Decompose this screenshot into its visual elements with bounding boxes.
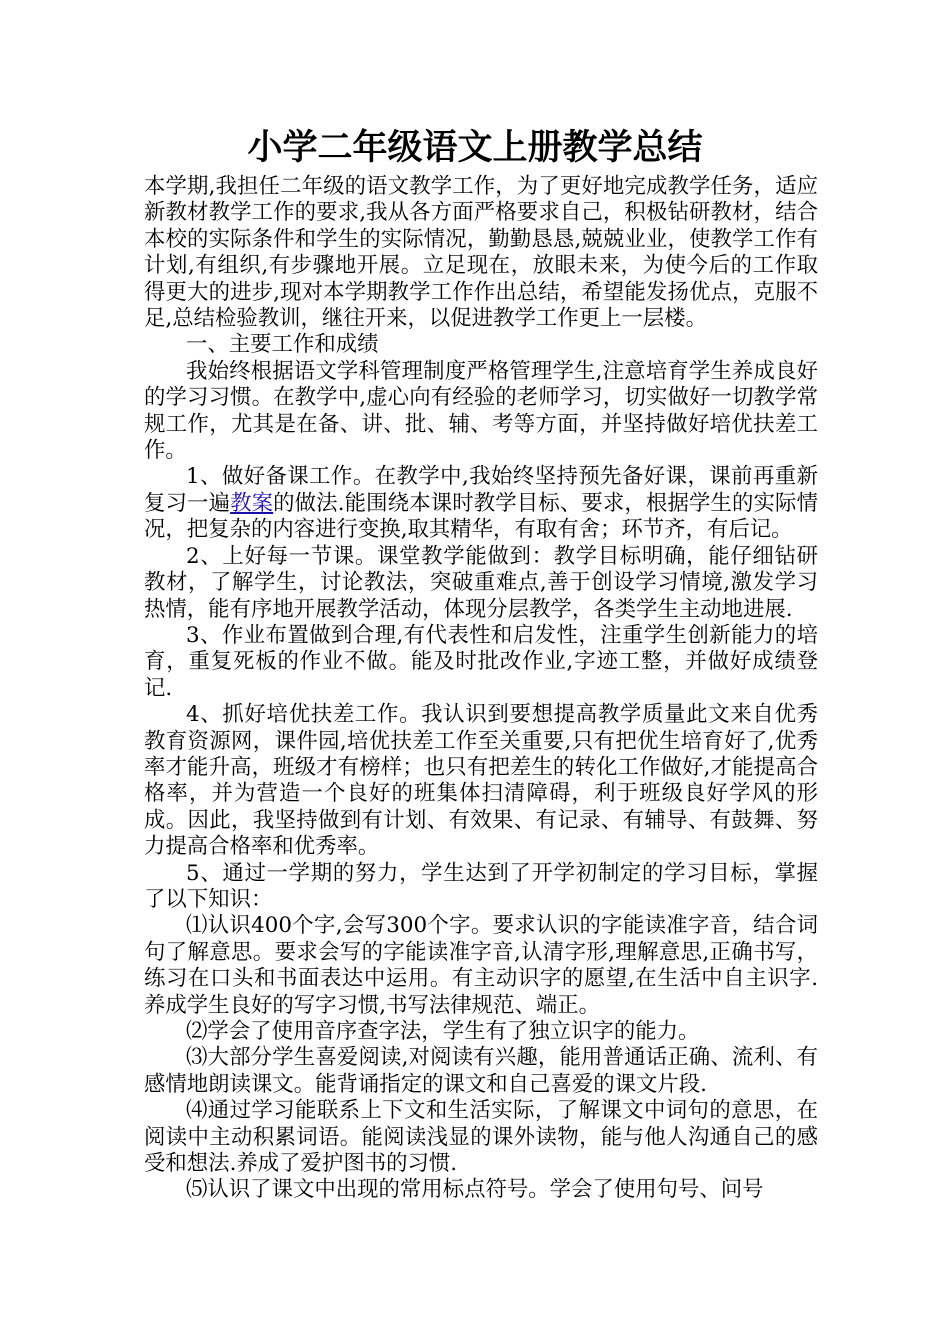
sub-item-1: ⑴认识400个字,会写300个字。要求认识的字能读准字音，结合词句了解意思。要求会写的字能读准字音,认清字形,理解意思,正确书写，练习在口头和书面表达中运用。有主动识字的愿望,在生活中自主识字.养成学生良好的写字习惯,书写法律规范、端正。: [144, 913, 818, 1018]
document-body: [144, 174, 818, 1204]
sub-item-5: ⑸认识了课文中出现的常用标点符号。学会了使用句号、问号: [186, 1177, 764, 1203]
item-1-text-after: 的做法.能围绕本课时教学目标、要求，根据学生的实际情况，把复杂的内容进行变换,取其精华，有取有舍；环节齐，有后记。: [144, 490, 818, 543]
item-1-text-before: 1、做好备课工作。在教学中,我始终坚持预先备好课，课前再重新复习一遍: [144, 464, 818, 516]
item-2-paragraph: 2、上好每一节课。课堂教学能做到：教学目标明确，能仔细钻研教材，了解学生，讨论教法，突破重难点,善于创设学习情境,激发学习热情，能有序地开展教学活动，体现分层教学，各类学生主动地进展.: [144, 543, 818, 622]
document-title: 小学二年级语文上册教学总结: [247, 127, 703, 168]
section-heading: 一、主要工作和成绩: [186, 332, 379, 358]
item-4-paragraph: 4、抓好培优扶差工作。我认识到要想提高教学质量此文来自优秀教育资源网，课件园,培优扶差工作至关重要,只有把优生培育好了,优秀率才能升高，班级才有榜样；也只有把差生的转化工作做好,才能提高合格率，并为营造一个良好的班集体扫清障碍，利于班级良好学风的形成。因此，我坚持做到有计划、有效果、有记录、有辅导、有鼓舞、努力提高合格率和优秀率。: [144, 702, 818, 860]
main-paragraph: 我始终根据语文学科管理制度严格管理学生,注意培育学生养成良好的学习习惯。在教学中,虚心向有经验的老师学习，切实做好一切教学常规工作，尤其是在备、讲、批、辅、考等方面，并坚持做好培优扶差工作。: [144, 358, 818, 464]
sub-item-4: ⑷通过学习能联系上下文和生活实际，了解课文中词句的意思，在阅读中主动积累词语。能阅读浅显的课外读物，能与他人沟通自己的感受和想法.养成了爱护图书的习惯.: [144, 1098, 818, 1177]
item-5-paragraph: 5、通过一学期的努力，学生达到了开学初制定的学习目标，掌握了以下知识：: [144, 860, 818, 912]
item-3-paragraph: 3、作业布置做到合理,有代表性和启发性，注重学生创新能力的培育，重复死板的作业不做。能及时批改作业,字迹工整，并做好成绩登记.: [144, 622, 818, 701]
sub-item-3: ⑶大部分学生喜爱阅读,对阅读有兴趣，能用普通话正确、流利、有感情地朗读课文。能背诵指定的课文和自己喜爱的课文片段.: [144, 1045, 818, 1097]
item-1-paragraph: [144, 464, 818, 543]
sub-item-2: ⑵学会了使用音序查字法，学生有了独立识字的能力。: [186, 1019, 700, 1044]
intro-paragraph: 本学期,我担任二年级的语文教学工作，为了更好地完成教学任务，适应新教材教学工作的要求,我从各方面严格要求自己，积极钻研教材，结合本校的实际条件和学生的实际情况，勤勤恳恳,兢兢业业，使教学工作有计划,有组织,有步骤地开展。立足现在，放眼未来，为使今后的工作取得更大的进步,现对本学期教学工作作出总结，希望能发扬优点，克服不足,总结检验教训，继往开来，以促进教学工作更上一层楼。: [144, 174, 818, 332]
lesson-plan-link[interactable]: 教案: [230, 490, 274, 516]
